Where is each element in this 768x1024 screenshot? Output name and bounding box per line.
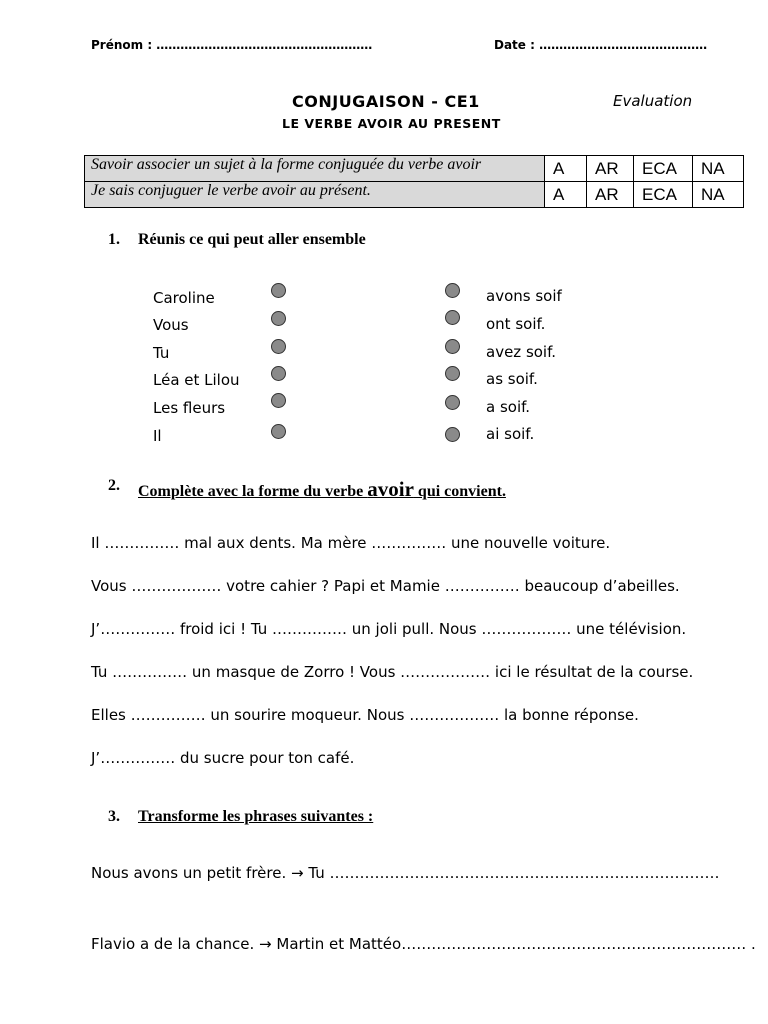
level-a[interactable]: A (545, 156, 587, 182)
subject-item: Caroline (153, 289, 215, 307)
left-dot[interactable] (271, 283, 286, 298)
left-dot[interactable] (271, 339, 286, 354)
evaluation-label: Evaluation (613, 92, 693, 110)
left-dot[interactable] (271, 311, 286, 326)
level-eca[interactable]: ECA (634, 182, 693, 208)
skill-text: Je sais conjuguer le verbe avoir au présent. (85, 182, 545, 208)
question-3-title: Transforme les phrases suivantes : (138, 808, 374, 825)
level-a[interactable]: A (545, 182, 587, 208)
right-dot[interactable] (445, 427, 460, 442)
verb-item: ai soif. (486, 425, 535, 443)
transform-line: Nous avons un petit frère. → Tu …………………………………………………………………… (91, 864, 720, 882)
right-dot[interactable] (445, 310, 460, 325)
level-ar[interactable]: AR (587, 182, 634, 208)
right-dot[interactable] (445, 339, 460, 354)
left-dot[interactable] (271, 424, 286, 439)
date-field[interactable]: Date : …………………………………… (494, 38, 708, 52)
verb-avoir: avoir (367, 477, 414, 501)
transform-line: Flavio a de la chance. → Martin et Mattéo…………………………………………………………… . (91, 935, 756, 953)
subject-item: Léa et Lilou (153, 371, 240, 389)
question-1-title: Réunis ce qui peut aller ensemble (138, 231, 366, 248)
exercise-line: Elles …………… un sourire moqueur. Nous ……………… la bonne réponse. (91, 706, 639, 724)
skill-text: Savoir associer un sujet à la forme conjuguée du verbe avoir (85, 156, 545, 182)
title-text: qui convient. (413, 483, 506, 500)
exercise-line: J’…………… du sucre pour ton café. (91, 749, 355, 767)
verb-item: ont soif. (486, 315, 546, 333)
exercise-line: Il …………… mal aux dents. Ma mère …………… une nouvelle voiture. (91, 534, 611, 552)
question-3-number: 3. (108, 808, 120, 825)
exercise-line: Tu …………… un masque de Zorro ! Vous ……………… ici le résultat de la course. (91, 663, 694, 681)
subject-item: Vous (153, 316, 189, 334)
subject-item: Tu (153, 344, 170, 362)
verb-item: as soif. (486, 370, 538, 388)
skill-row (85, 156, 744, 182)
left-dot[interactable] (271, 393, 286, 408)
subject-item: Les fleurs (153, 399, 226, 417)
page-subtitle: LE VERBE AVOIR AU PRESENT (282, 116, 501, 131)
right-dot[interactable] (445, 283, 460, 298)
level-na[interactable]: NA (693, 156, 744, 182)
skills-table (84, 155, 744, 208)
right-dot[interactable] (445, 395, 460, 410)
left-dot[interactable] (271, 366, 286, 381)
verb-item: avons soif (486, 287, 562, 305)
question-1-number: 1. (108, 231, 120, 248)
right-dot[interactable] (445, 366, 460, 381)
prenom-field[interactable]: Prénom : ……………………………………………… (91, 38, 373, 52)
skill-row (85, 182, 744, 208)
verb-item: a soif. (486, 398, 531, 416)
exercise-line: J’…………… froid ici ! Tu …………… un joli pull. Nous ……………… une télévision. (91, 620, 687, 638)
level-ar[interactable]: AR (587, 156, 634, 182)
title-text: Complète avec la forme du verbe (138, 483, 368, 500)
page-title: CONJUGAISON - CE1 (292, 92, 480, 111)
level-eca[interactable]: ECA (634, 156, 693, 182)
level-na[interactable]: NA (693, 182, 744, 208)
verb-item: avez soif. (486, 343, 557, 361)
exercise-line: Vous ……………… votre cahier ? Papi et Mamie …………… beaucoup d’abeilles. (91, 577, 680, 595)
question-2-number: 2. (108, 477, 120, 494)
subject-item: Il (153, 427, 162, 445)
question-2-title (138, 477, 506, 502)
